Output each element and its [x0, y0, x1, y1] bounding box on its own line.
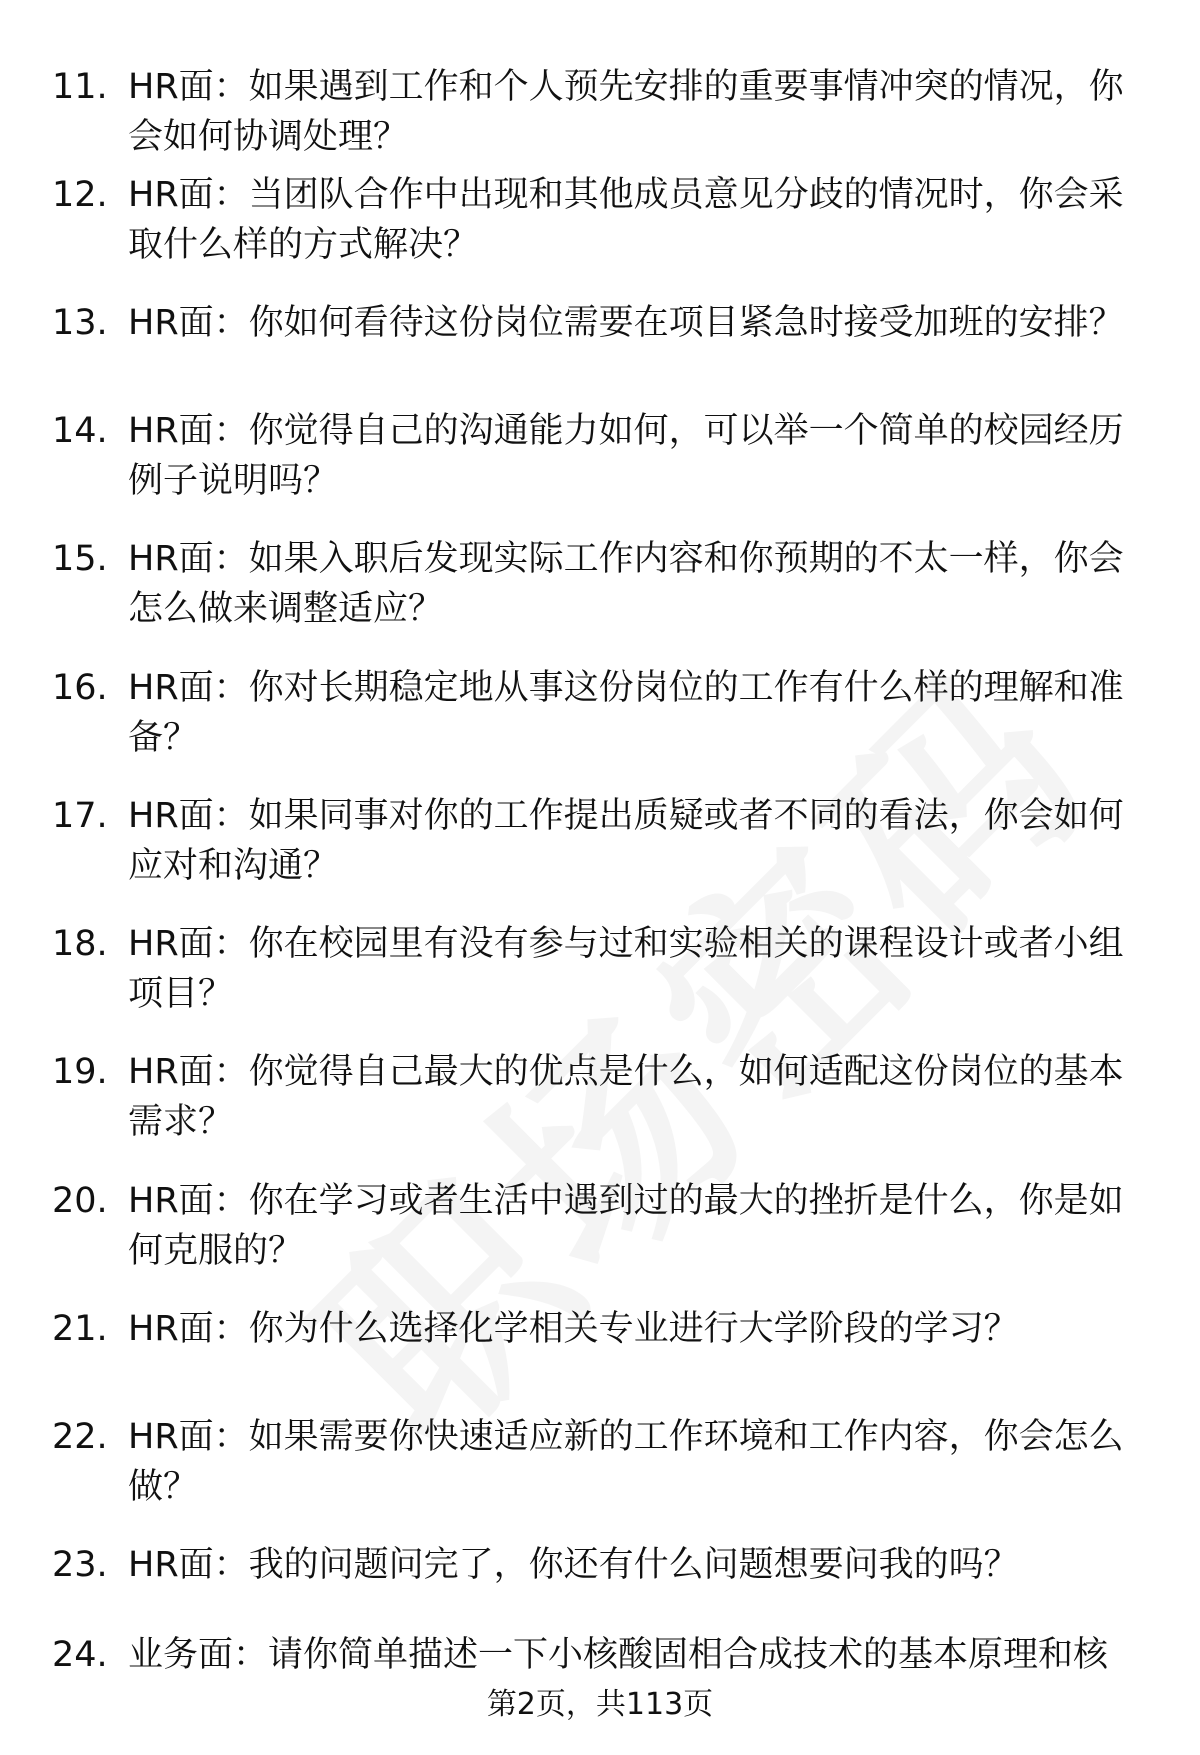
- question-text: HR面：你在校园里有没有参与过和实验相关的课程设计或者小组项目？: [128, 924, 1124, 1014]
- question-number: 21.: [52, 1309, 108, 1349]
- question-text: HR面：你觉得自己的沟通能力如何，可以举一个简单的校园经历例子说明吗？: [128, 411, 1124, 501]
- page-footer: 第2页，共113页: [486, 1687, 714, 1722]
- question-text: HR面：你为什么选择化学相关专业进行大学阶段的学习？: [128, 1309, 1019, 1349]
- question-number: 19.: [52, 1052, 108, 1092]
- question-text: HR面：如果需要你快速适应新的工作环境和工作内容，你会怎么做？: [128, 1417, 1124, 1507]
- question-number: 15.: [52, 539, 108, 579]
- question-number: 20.: [52, 1181, 108, 1221]
- question-number: 11.: [52, 67, 108, 107]
- question-text: 业务面：请你简单描述一下小核酸固相合成技术的基本原理和核: [128, 1635, 1109, 1675]
- question-number: 22.: [52, 1417, 108, 1457]
- question-text: HR面：你对长期稳定地从事这份岗位的工作有什么样的理解和准备？: [128, 668, 1124, 758]
- question-number: 12.: [52, 175, 108, 215]
- question-number: 14.: [52, 411, 108, 451]
- question-text: HR面：当团队合作中出现和其他成员意见分歧的情况时，你会采取什么样的方式解决？: [128, 175, 1124, 265]
- question-text: HR面：如果遇到工作和个人预先安排的重要事情冲突的情况，你会如何协调处理？: [128, 67, 1124, 157]
- question-number: 18.: [52, 924, 108, 964]
- question-text: HR面：我的问题问完了，你还有什么问题想要问我的吗？: [128, 1545, 1019, 1585]
- question-text: HR面：你在学习或者生活中遇到过的最大的挫折是什么，你是如何克服的？: [128, 1181, 1124, 1271]
- question-number: 13.: [52, 303, 108, 343]
- question-text: HR面：你如何看待这份岗位需要在项目紧急时接受加班的安排？: [128, 303, 1124, 343]
- question-text: HR面：如果入职后发现实际工作内容和你预期的不太一样，你会怎么做来调整适应？: [128, 539, 1124, 629]
- question-text: HR面：如果同事对你的工作提出质疑或者不同的看法，你会如何应对和沟通？: [128, 796, 1124, 886]
- question-number: 23.: [52, 1545, 108, 1585]
- question-text: HR面：你觉得自己最大的优点是什么，如何适配这份岗位的基本需求？: [128, 1052, 1124, 1142]
- question-number: 17.: [52, 796, 108, 836]
- question-number: 24.: [52, 1635, 108, 1675]
- question-number: 16.: [52, 668, 108, 708]
